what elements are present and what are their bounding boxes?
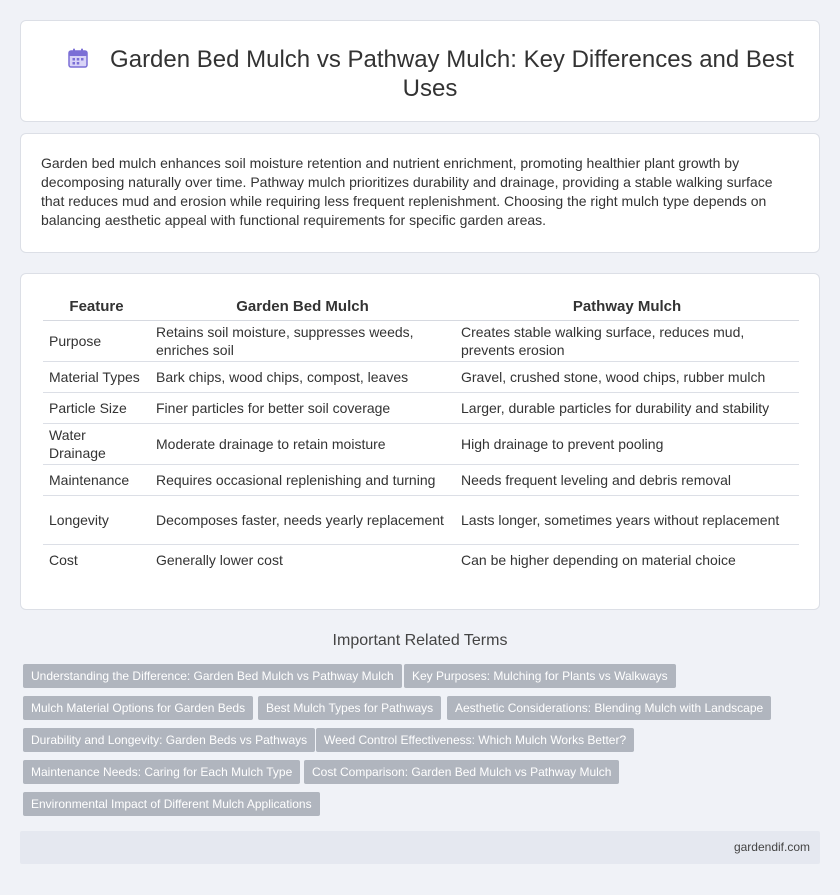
related-term-tag[interactable]: Environmental Impact of Different Mulch Applications [23, 792, 320, 816]
related-term-tag[interactable]: Mulch Material Options for Garden Beds [23, 696, 253, 720]
footer-bar [20, 831, 820, 864]
intro-paragraph: Garden bed mulch enhances soil moisture retention and nutrient enrichment, promoting healthier plant growth by decomposing naturally over time. Pathway mulch prioritizes durability and drainage, providing a stable walking surface that reduces mud and erosion while requiring less frequent replenishment. Choosing the right mulch type depends on balancing aesthetic appeal with functional requirements for specific garden areas. [41, 155, 773, 228]
table-cell-garden-bed: Generally lower cost [156, 552, 283, 569]
table-cell-garden-bed: Retains soil moisture, suppresses weeds, enriches soil [150, 320, 455, 361]
table-cell-pathway: Creates stable walking surface, reduces mud, prevents erosion [455, 320, 799, 361]
table-cell-pathway: Gravel, crushed stone, wood chips, rubber mulch [455, 361, 799, 392]
related-term-tag[interactable]: Aesthetic Considerations: Blending Mulch with Landscape [447, 696, 771, 720]
table-cell-feature: Cost [49, 552, 78, 569]
title-wrap [61, 45, 799, 103]
page-title: Garden Bed Mulch vs Pathway Mulch: Key Differences and Best Uses [110, 46, 794, 102]
table-cell-garden-bed: Bark chips, wood chips, compost, leaves [150, 361, 455, 392]
related-term-tag[interactable]: Durability and Longevity: Garden Beds vs Pathways [23, 728, 315, 752]
header-feature: Feature [43, 294, 150, 320]
table-cell-feature: Purpose [43, 320, 150, 361]
header-garden-bed-mulch: Garden Bed Mulch [150, 294, 455, 320]
table-row [43, 495, 799, 544]
related-term-tag[interactable]: Maintenance Needs: Caring for Each Mulch Type [23, 760, 300, 784]
related-term-tag[interactable]: Weed Control Effectiveness: Which Mulch Works Better? [316, 728, 634, 752]
title-card [20, 20, 820, 122]
table-cell-pathway: High drainage to prevent pooling [455, 423, 799, 464]
calendar-icon [66, 46, 90, 70]
table-cell-feature: Particle Size [43, 392, 150, 423]
table-cell-pathway: Lasts longer, sometimes years without replacement [455, 495, 799, 544]
table-header-row [43, 294, 799, 320]
table-row [43, 392, 799, 423]
table-cell-pathway: Larger, durable particles for durability and stability [455, 392, 799, 423]
table-cell-feature: Material Types [43, 361, 150, 392]
table-cell-feature: Water Drainage [43, 423, 150, 464]
related-term-tag[interactable]: Best Mulch Types for Pathways [258, 696, 441, 720]
table-cell-garden-bed: Finer particles for better soil coverage [150, 392, 455, 423]
table-row [43, 361, 799, 392]
related-term-tag[interactable]: Cost Comparison: Garden Bed Mulch vs Pathway Mulch [304, 760, 619, 784]
related-term-tag[interactable]: Key Purposes: Mulching for Plants vs Walkways [404, 664, 676, 688]
related-term-tag[interactable]: Understanding the Difference: Garden Bed Mulch vs Pathway Mulch [23, 664, 402, 688]
table-cell-feature: Maintenance [43, 464, 150, 495]
table-cell-garden-bed: Decomposes faster, needs yearly replacement [150, 495, 455, 544]
intro-card [20, 133, 820, 253]
table-row [43, 320, 799, 361]
footer-site-link[interactable]: gardendif.com [733, 840, 810, 854]
table-cell-garden-bed: Moderate drainage to retain moisture [150, 423, 455, 464]
table-row [43, 464, 799, 495]
header-pathway-mulch: Pathway Mulch [455, 294, 799, 320]
table-card [20, 273, 820, 610]
table-cell-pathway: Needs frequent leveling and debris removal [455, 464, 799, 495]
table-row [43, 544, 799, 576]
comparison-table [43, 294, 799, 576]
table-row [43, 423, 799, 464]
table-cell-garden-bed: Requires occasional replenishing and turning [150, 464, 455, 495]
table-cell-feature: Longevity [43, 495, 150, 544]
table-cell-pathway: Can be higher depending on material choice [461, 552, 736, 569]
related-terms-heading: Important Related Terms [332, 632, 508, 649]
